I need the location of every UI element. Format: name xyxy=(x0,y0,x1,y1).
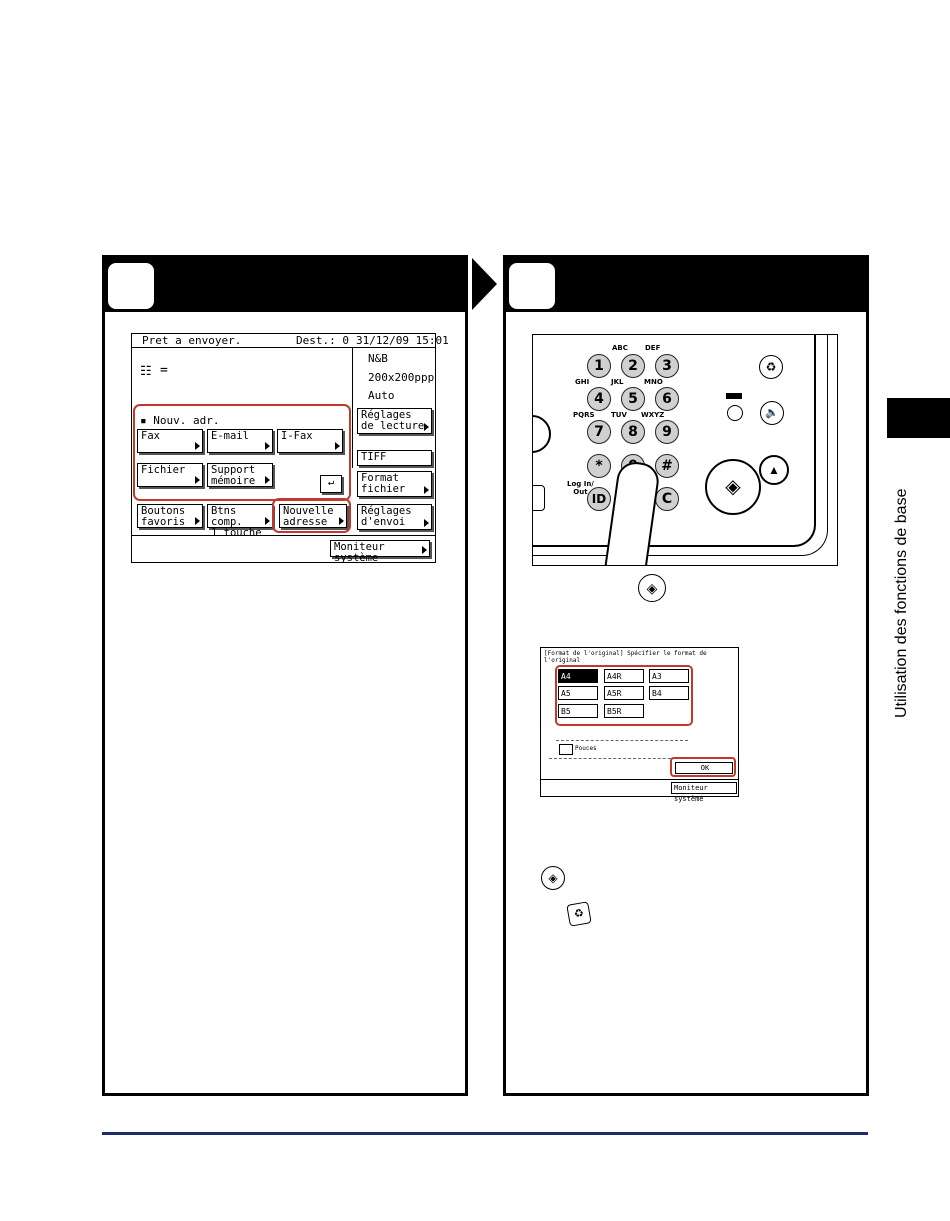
new-address-button[interactable]: Nouvelle adresse xyxy=(279,504,347,528)
key-8[interactable]: 8 xyxy=(621,420,645,444)
key-7[interactable]: 7 xyxy=(587,420,611,444)
letters-jkl: JKL xyxy=(611,378,624,386)
key-3[interactable]: 3 xyxy=(655,354,679,378)
resolution: 200x200ppp xyxy=(368,371,435,384)
size-b4[interactable]: B4 xyxy=(649,686,689,700)
scan-settings-button[interactable]: Réglages de lecture xyxy=(357,408,432,434)
key-9[interactable]: 9 xyxy=(655,420,679,444)
ifax-button[interactable]: I-Fax xyxy=(277,429,343,453)
step-2-header xyxy=(506,258,866,312)
step-2-number-box xyxy=(509,263,555,309)
send-settings-button[interactable]: Réglages d'envoi xyxy=(357,504,432,530)
destination-count: Dest.: 0 xyxy=(296,334,349,347)
letters-def: DEF xyxy=(645,344,661,352)
size-a4r[interactable]: A4R xyxy=(604,669,644,683)
start-key-icon: ◈ xyxy=(541,866,565,890)
inches-button[interactable]: Pouces xyxy=(575,745,597,752)
size-b5r[interactable]: B5R xyxy=(604,704,644,718)
new-address-label: ▪ Nouv. adr. xyxy=(140,414,220,427)
format-header: [Format de l'original] Spécifier le format de l'original xyxy=(544,650,707,664)
control-panel-keypad xyxy=(532,334,838,566)
inches-icon xyxy=(559,744,573,755)
status-text: Pret a envoyer. xyxy=(142,334,242,347)
footer-rule xyxy=(102,1132,868,1135)
file-format-button[interactable]: Format fichier xyxy=(357,471,432,497)
address-book-icon: ☷ xyxy=(140,364,152,379)
onetouch-button[interactable]: Btns comp. 1 touche xyxy=(207,504,273,528)
file-button[interactable]: Fichier xyxy=(137,463,203,487)
next-step-arrow-icon xyxy=(472,258,497,310)
highlight-destination-buttons xyxy=(133,404,351,501)
size-a5r[interactable]: A5R xyxy=(604,686,644,700)
start-key-icon: ◈ xyxy=(638,574,666,602)
system-monitor-button[interactable]: Moniteur système xyxy=(671,782,737,794)
size-a5[interactable]: A5 xyxy=(558,686,598,700)
reset-key-icon: ♻ xyxy=(566,901,591,926)
ok-button[interactable]: OK xyxy=(675,762,733,774)
fax-button[interactable]: Fax xyxy=(137,429,203,453)
start-key-icon[interactable]: ◈ xyxy=(705,459,761,515)
tiff-label: TIFF xyxy=(357,450,432,466)
key-6[interactable]: 6 xyxy=(655,387,679,411)
datetime: 31/12/09 15:01 xyxy=(356,334,449,347)
letters-mno: MNO xyxy=(644,378,663,386)
color-mode: N&B xyxy=(368,352,388,365)
size-b5[interactable]: B5 xyxy=(558,704,598,718)
key-5[interactable]: 5 xyxy=(621,387,645,411)
highlight-ok-button xyxy=(670,757,736,777)
highlight-size-buttons xyxy=(555,665,693,726)
stop-key-icon[interactable]: ▲ xyxy=(759,455,789,485)
highlight-new-address xyxy=(272,498,351,533)
letters-ghi: GHI xyxy=(575,378,590,386)
memory-media-button[interactable]: Support mémoire xyxy=(207,463,273,487)
step-1-number-box xyxy=(108,263,154,309)
reset-icon[interactable]: ♻ xyxy=(759,355,783,379)
key-1[interactable]: 1 xyxy=(587,354,611,378)
email-button[interactable]: E-mail xyxy=(207,429,273,453)
letters-abc: ABC xyxy=(612,344,628,352)
enter-button[interactable]: ↵ xyxy=(320,475,342,493)
letters-wxyz: WXYZ xyxy=(641,411,665,419)
size-a4[interactable]: A4 xyxy=(558,669,598,683)
step-1-header xyxy=(105,258,465,312)
counter-button-icon[interactable] xyxy=(727,405,743,421)
key-star[interactable]: * xyxy=(587,454,611,478)
favorites-button[interactable]: Boutons favoris xyxy=(137,504,203,528)
size-a3[interactable]: A3 xyxy=(649,669,689,683)
id-key[interactable]: ID xyxy=(587,487,611,511)
clear-key[interactable]: C xyxy=(655,487,679,511)
equals-sign: = xyxy=(160,363,168,378)
letters-pqrs: PQRS xyxy=(573,411,595,419)
login-out-label: Log In/ Out xyxy=(567,480,594,496)
key-4[interactable]: 4 xyxy=(587,387,611,411)
chapter-tab xyxy=(887,398,950,438)
system-monitor-button[interactable]: Moniteur système xyxy=(330,540,430,557)
density: Auto xyxy=(368,389,395,402)
indicator-icon xyxy=(726,393,742,399)
key-hash[interactable]: # xyxy=(655,454,679,478)
speaker-icon[interactable]: 🔈 xyxy=(760,401,784,425)
chapter-title: Utilisation des fonctions de base xyxy=(893,488,910,718)
letters-tuv: TUV xyxy=(611,411,627,419)
key-2[interactable]: 2 xyxy=(621,354,645,378)
side-key xyxy=(532,485,545,511)
